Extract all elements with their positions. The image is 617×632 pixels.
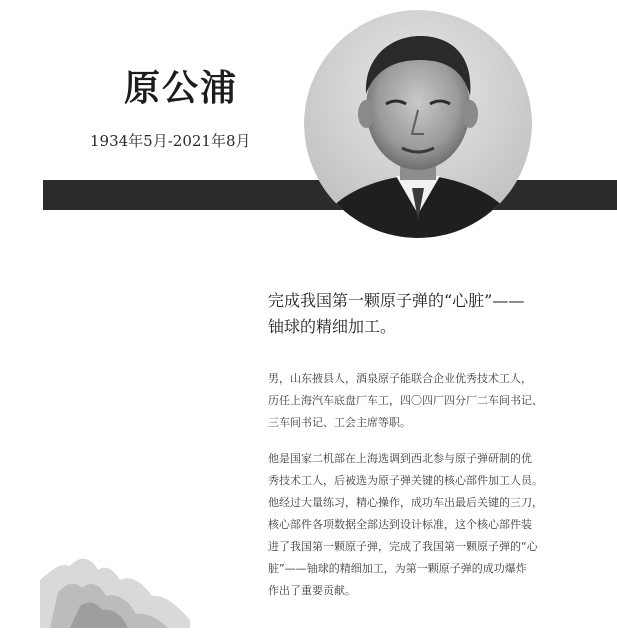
life-dates: 1934年5月-2021年8月: [90, 132, 251, 150]
ink-mountain-icon: [40, 540, 190, 628]
bio-line: 他经过大量练习，精心操作，成功车出最后关键的三刀，: [268, 496, 543, 509]
person-name: 原公浦: [124, 67, 239, 109]
bio-line: 核心部件各项数据全部达到设计标准，这个核心部件装: [268, 518, 532, 531]
bio-line: 三车间书记、工会主席等职。: [268, 416, 411, 429]
bio-line: 历任上海汽车底盘厂车工，四〇四厂四分厂二车间书记、: [268, 394, 543, 407]
bio-line: 他是国家二机部在上海选调到西北参与原子弹研制的优: [268, 452, 532, 465]
headline-line: 铀球的精细加工。: [268, 317, 397, 336]
bio-paragraph-1: [268, 368, 598, 434]
bio-line: 秀技术工人，后被选为原子弹关键的核心部件加工人员。: [268, 474, 543, 487]
bio-line: 进了我国第一颗原子弹，完成了我国第一颗原子弹的“心: [268, 540, 538, 553]
bio-line: 男，山东掖县人，酒泉原子能联合企业优秀技术工人，: [268, 372, 532, 385]
headline-line: 完成我国第一颗原子弹的“心脏”——: [268, 291, 525, 310]
bio-line: 作出了重要贡献。: [268, 584, 356, 597]
portrait-photo-icon: [304, 10, 532, 238]
bio-line: 脏”——铀球的精细加工，为第一颗原子弹的成功爆炸: [268, 562, 527, 575]
headline: [268, 288, 588, 340]
bio-paragraph-2: [268, 448, 598, 602]
